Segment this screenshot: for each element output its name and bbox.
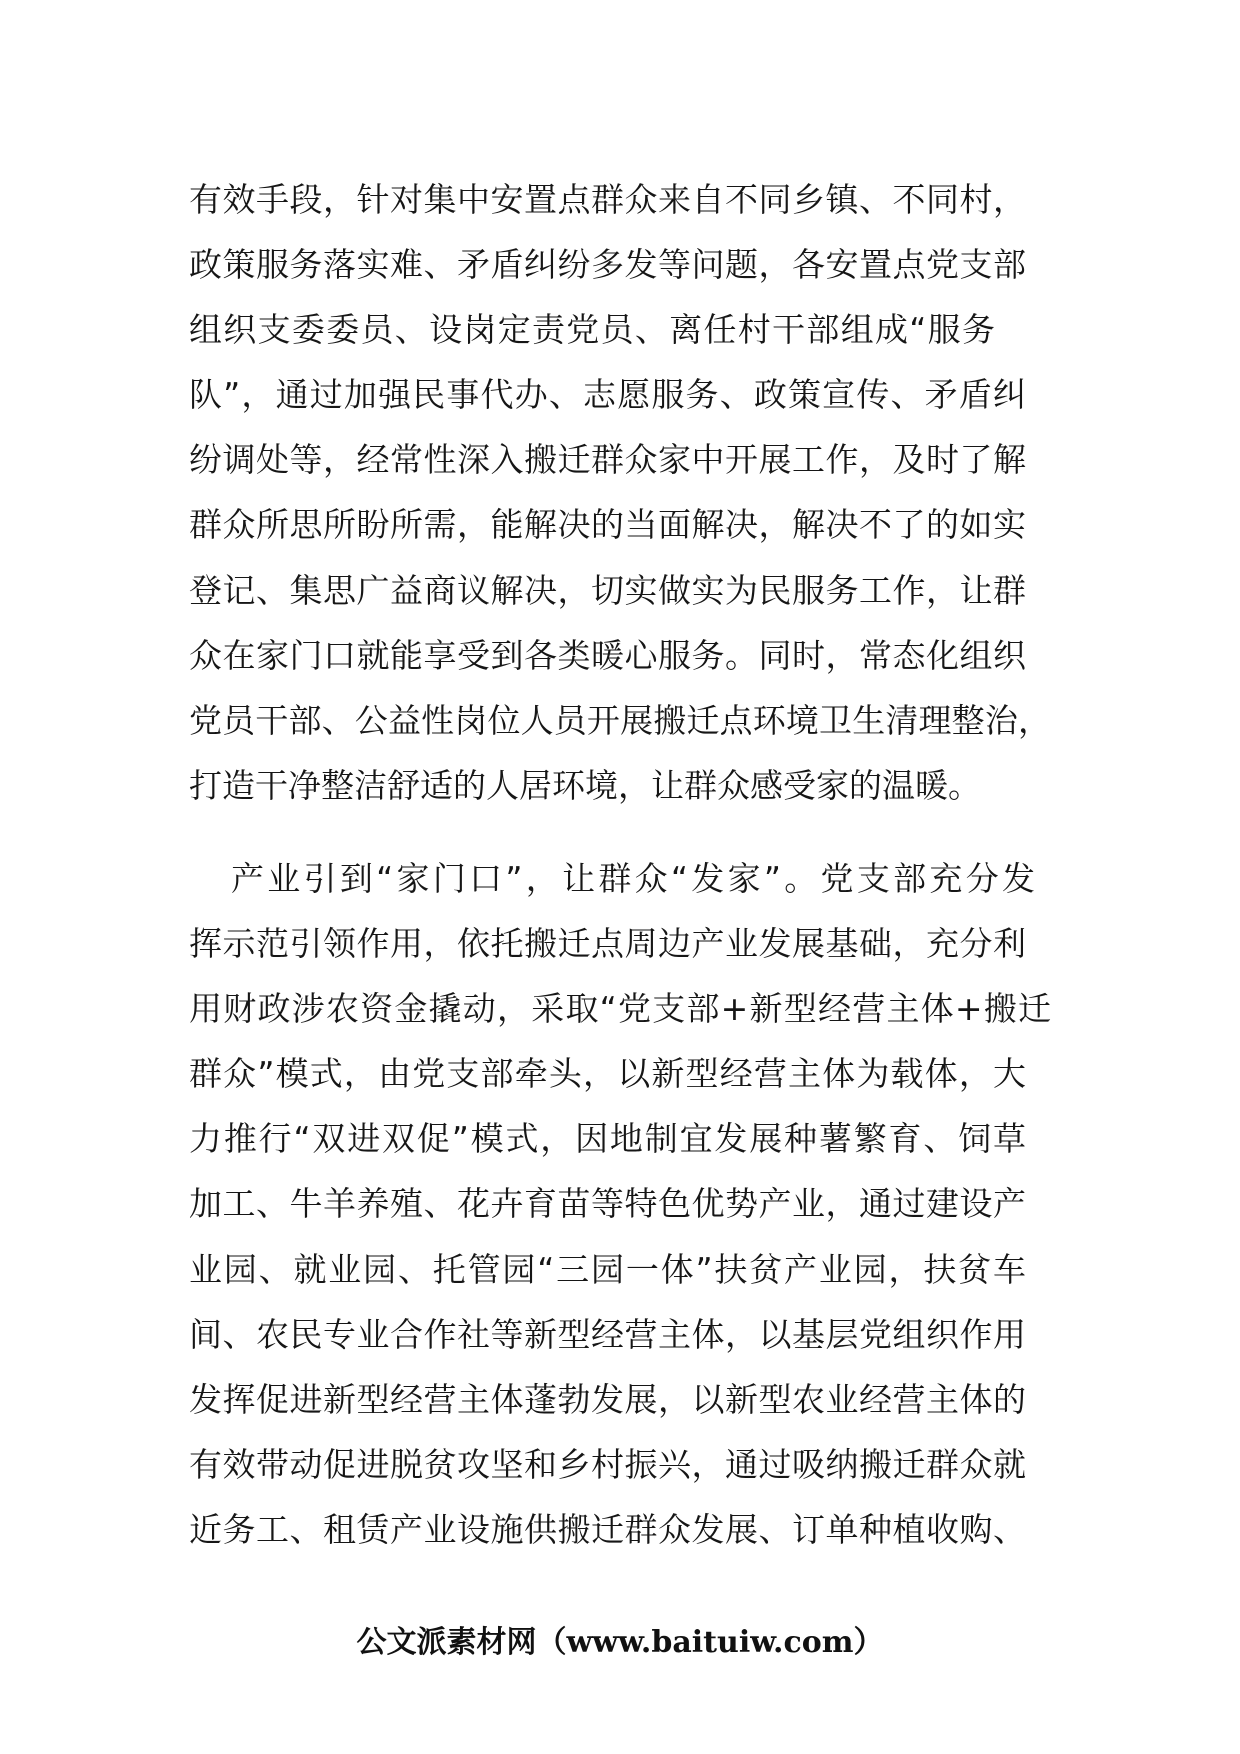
text-line: 挥示范引领作用，依托搬迁点周边产业发展基础，充分利 [189, 924, 1026, 964]
text-line: 打造干净整洁舒适的人居环境，让群众感受家的温暖。 [189, 765, 981, 805]
text-line: 纷调处等，经常性深入搬迁群众家中开展工作，及时了解 [189, 440, 1026, 480]
text-line: 发挥促进新型经营主体蓬勃发展，以新型农业经营主体的 [189, 1379, 1026, 1419]
text-line: 队”，通过加强民事代办、志愿服务、政策宣传、矛盾纠 [189, 375, 1026, 415]
text-line: 力推行“双进双促”模式，因地制宜发展种薯繁育、饲草 [189, 1119, 1026, 1159]
text-line: 用财政涉农资金撬动，采取“党支部+新型经营主体+搬迁 [189, 989, 1051, 1029]
text-line: 产业引到“家门口”，让群众“发家”。党支部充分发 [231, 859, 1035, 898]
text-line: 组织支委委员、设岗定责党员、离任村干部组成“服务 [189, 310, 995, 350]
text-line: 业园、就业园、托管园“三园一体”扶贫产业园，扶贫车 [189, 1249, 1026, 1289]
text-line: 众在家门口就能享受到各类暖心服务。同时，常态化组织 [189, 635, 1026, 675]
text-line: 群众所思所盼所需，能解决的当面解决，解决不了的如实 [189, 505, 1026, 545]
text-line: 加工、牛羊养殖、花卉育苗等特色优势产业，通过建设产 [189, 1184, 1026, 1224]
text-line: 登记、集思广益商议解决，切实做实为民服务工作，让群 [189, 570, 1026, 610]
paragraph-service-team [189, 167, 1059, 818]
text-line: 有效带动促进脱贫攻坚和乡村振兴，通过吸纳搬迁群众就 [189, 1444, 1026, 1484]
text-line: 间、农民专业合作社等新型经营主体，以基层党组织作用 [189, 1314, 1026, 1354]
text-line: 群众”模式，由党支部牵头，以新型经营主体为载体，大 [189, 1054, 1026, 1094]
page-footer-watermark: 公文派素材网（www.baituiw.com） [356, 1625, 884, 1660]
text-line: 党员干部、公益性岗位人员开展搬迁点环境卫生清理整治， [189, 700, 1051, 740]
text-line: 政策服务落实难、矛盾纠纷多发等问题，各安置点党支部 [189, 245, 1026, 285]
text-line: 近务工、租赁产业设施供搬迁群众发展、订单种植收购、 [189, 1509, 1026, 1549]
paragraph-industry [189, 846, 1059, 1562]
text-line: 有效手段，针对集中安置点群众来自不同乡镇、不同村， [189, 180, 1026, 219]
